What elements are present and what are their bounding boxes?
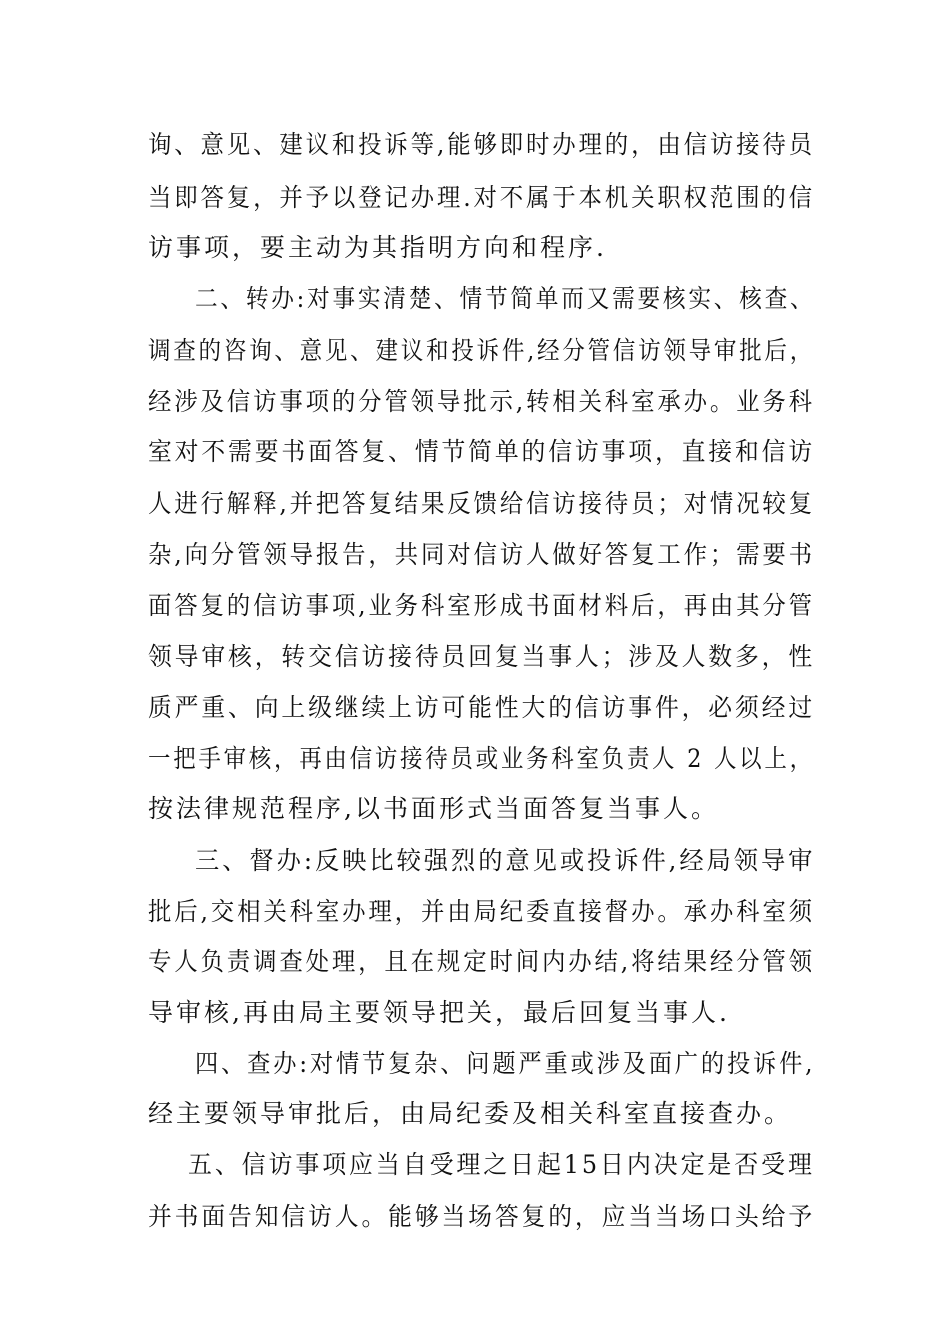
- text-line: 调查的咨询、意见、建议和投诉件,经分管信访领导审批后，: [148, 336, 815, 365]
- text-line: 访事项，要主动为其指明方向和程序.: [148, 233, 607, 262]
- text-line: 质严重、向上级继续上访可能性大的信访事件，必须经过: [148, 693, 816, 722]
- text-line: 室对不需要书面答复、情节简单的信访事项，直接和信访: [148, 437, 816, 466]
- text-line: 人进行解释,并把答复结果反馈给信访接待员；对情况较复: [148, 489, 815, 518]
- text-line: 批后,交相关科室办理，并由局纪委直接督办。承办科室须: [148, 897, 815, 926]
- text-line: 三、督办:反映比较强烈的意见或投诉件,经局领导审: [195, 846, 816, 875]
- text-line: 五、信访事项应当自受理之日起15日内决定是否受理: [188, 1150, 815, 1179]
- text-line: 经主要领导审批后，由局纪委及相关科室直接查办。: [148, 1099, 793, 1128]
- text-line: 杂,向分管领导报告，共同对信访人做好答复工作；需要书: [148, 540, 815, 569]
- text-line: 并书面告知信访人。能够当场答复的，应当当场口头给予: [148, 1202, 816, 1231]
- text-line: 四、查办:对情节复杂、问题严重或涉及面广的投诉件,: [195, 1049, 816, 1078]
- text-line: 按法律规范程序,以书面形式当面答复当事人。: [148, 794, 719, 823]
- text-line: 导审核,再由局主要领导把关，最后回复当事人.: [148, 998, 730, 1027]
- text-line: 询、意见、建议和投诉等,能够即时办理的，由信访接待员: [148, 130, 815, 159]
- text-line: 领导审核，转交信访接待员回复当事人；涉及人数多，性: [148, 642, 816, 671]
- text-line: 二、转办:对事实清楚、情节简单而又需要核实、核查、: [195, 284, 816, 313]
- text-line: 经涉及信访事项的分管领导批示,转相关科室承办。业务科: [148, 387, 815, 416]
- text-line: 一把手审核，再由信访接待员或业务科室负责人 2 人以上，: [148, 744, 815, 773]
- text-line: 当即答复，并予以登记办理.对不属于本机关职权范围的信: [148, 183, 815, 212]
- text-line: 专人负责调查处理，且在规定时间内办结,将结果经分管领: [148, 947, 815, 976]
- text-line: 面答复的信访事项,业务科室形成书面材料后，再由其分管: [148, 591, 815, 620]
